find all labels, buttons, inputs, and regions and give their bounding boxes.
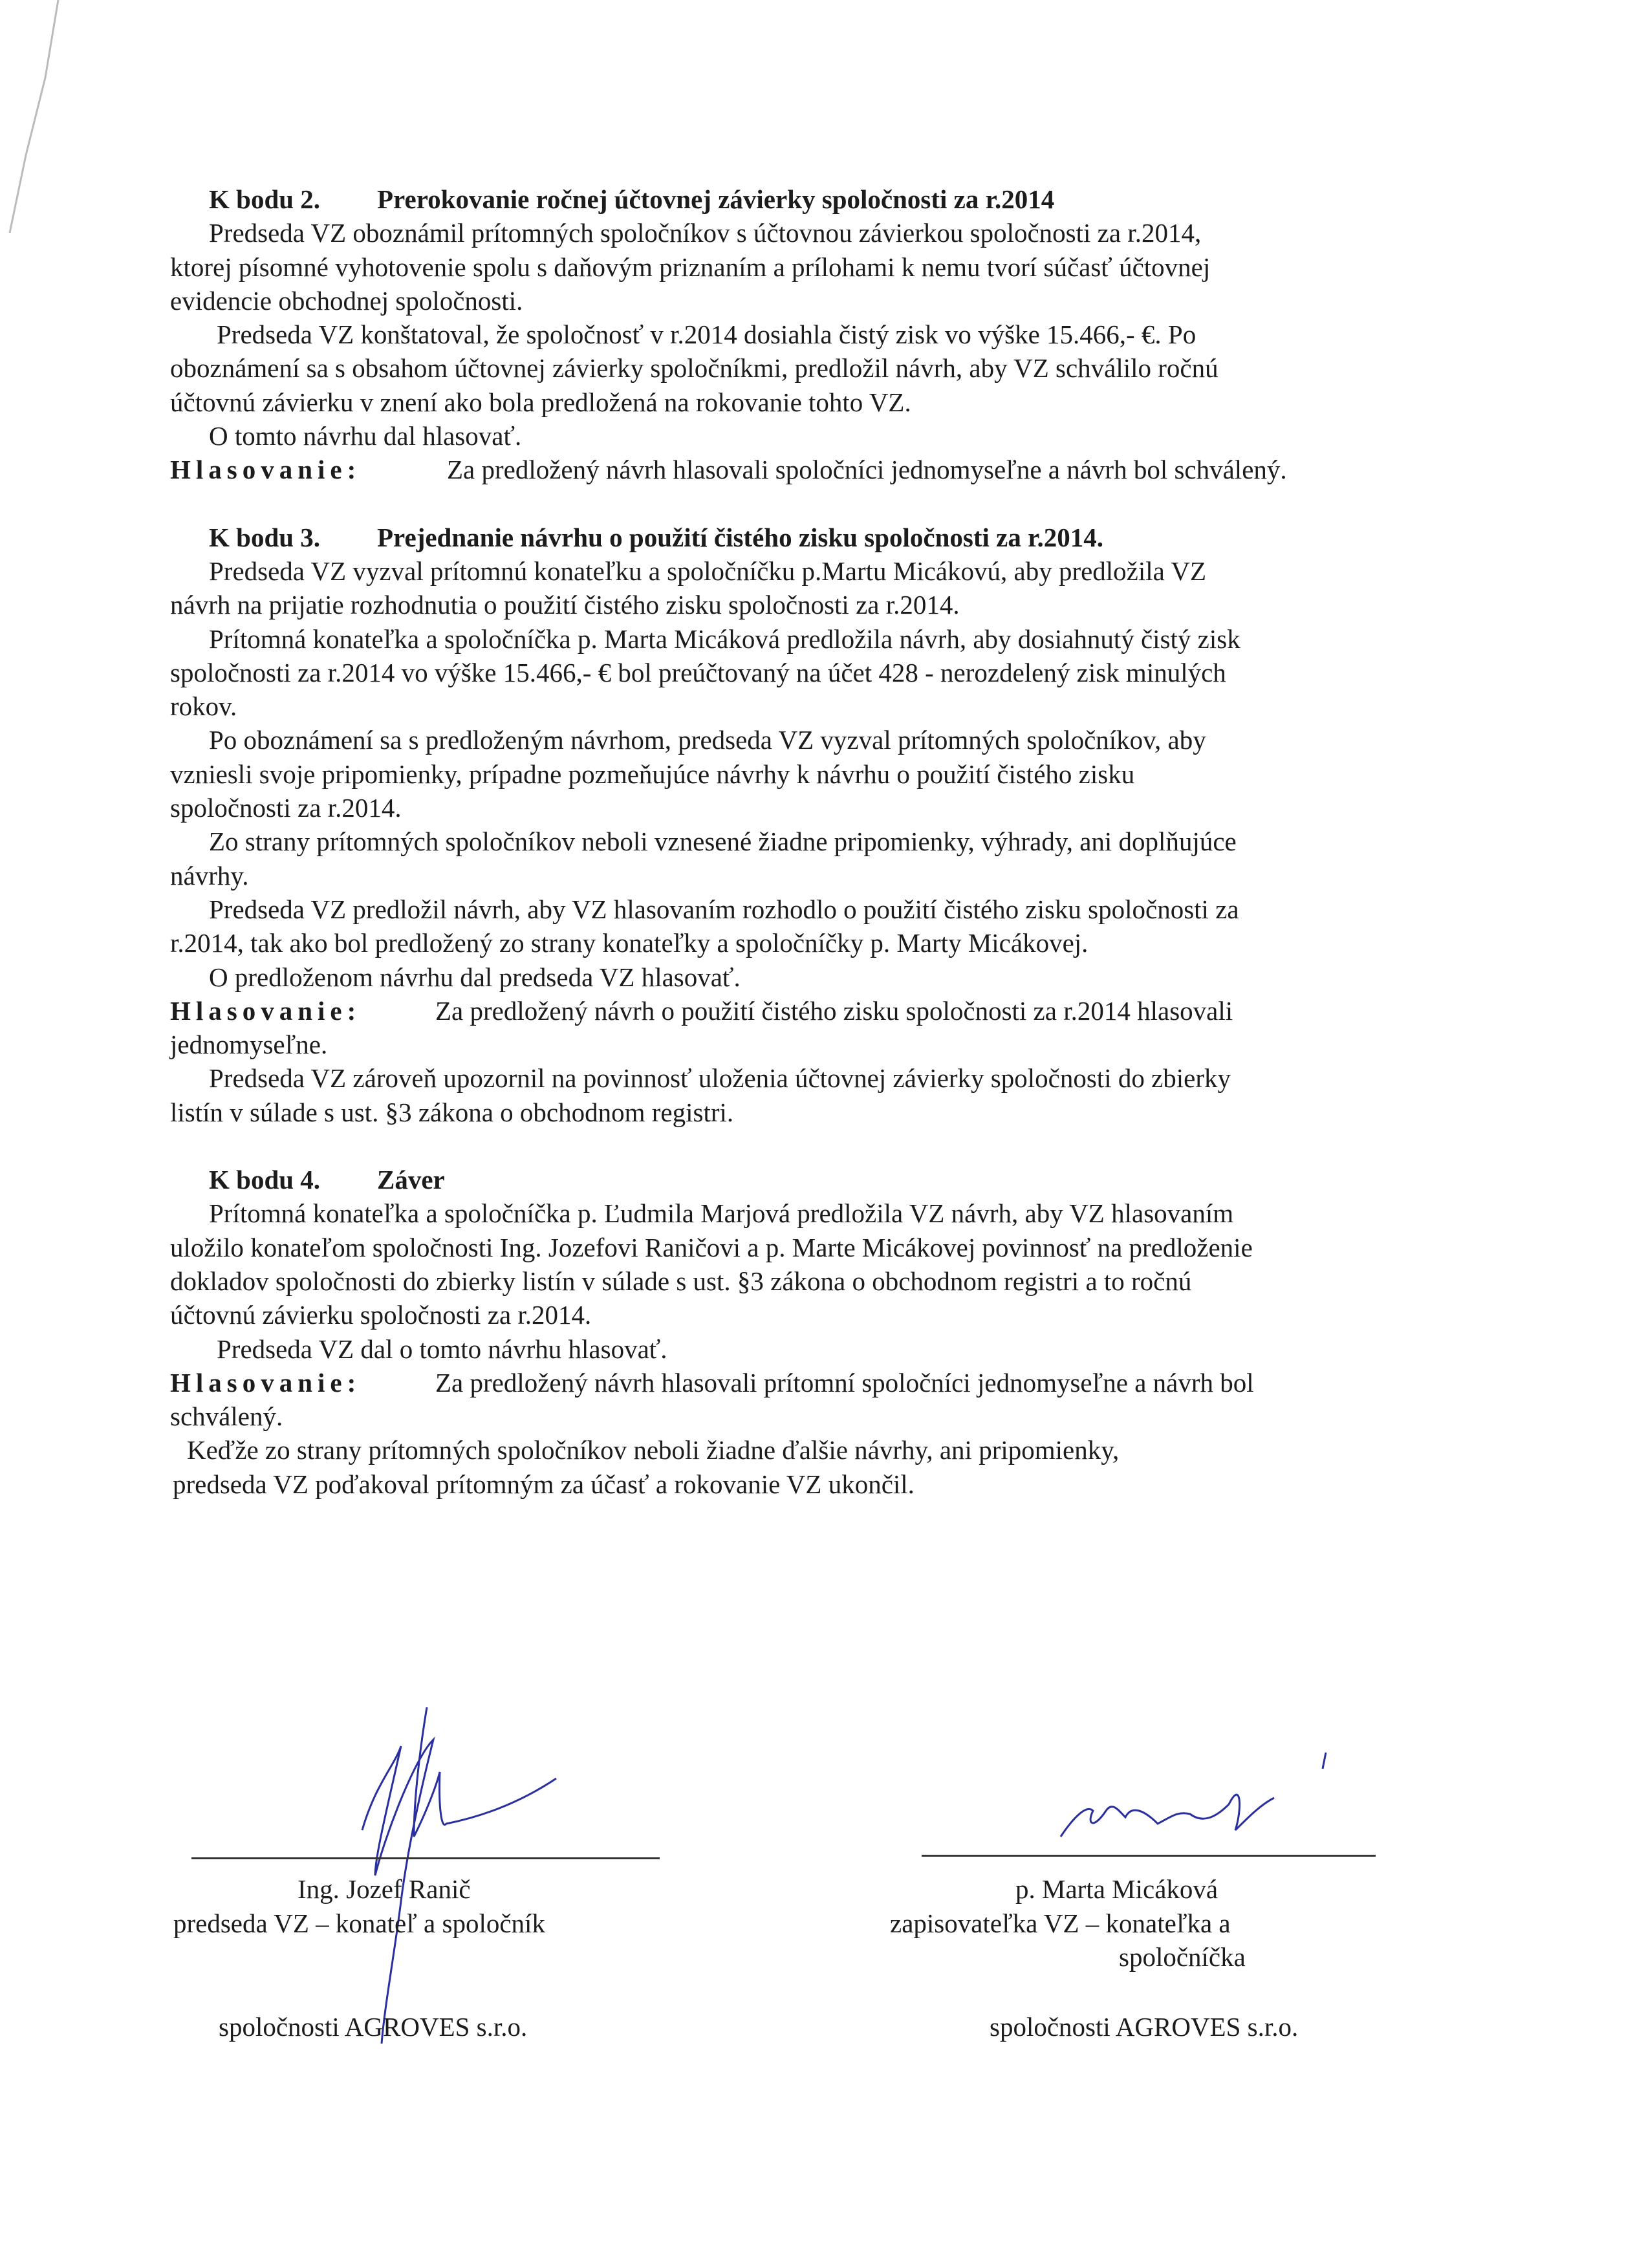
- section-3: [170, 521, 1386, 1129]
- section-heading: [170, 1163, 1386, 1196]
- text-line: návrhy.: [170, 860, 249, 891]
- signer-role-right-line1: zapisovateľka VZ – konateľka a: [890, 1908, 1231, 1938]
- text-line: vzniesli svoje pripomienky, prípadne pozmeňujúce návrhy k návrhu o použití čistého zisku: [170, 759, 1135, 789]
- vote-line: [170, 453, 1386, 486]
- text-line: Predseda VZ zároveň upozornil na povinnosť uloženia účtovnej závierky spoločnosti do zbierky: [209, 1063, 1231, 1094]
- text-line: Predseda VZ konštatoval, že spoločnosť v r.2014 dosiahla čistý zisk vo výške 15.466,- €. Po: [217, 319, 1196, 350]
- text-line: evidencie obchodnej spoločnosti.: [170, 285, 523, 316]
- vote-text: Za predložený návrh hlasovali spoločníci jednomyseľne a návrh bol schválený.: [447, 455, 1287, 485]
- text-line: predseda VZ poďakoval prítomným za účasť a rokovanie VZ ukončil.: [173, 1469, 915, 1499]
- signer-role-left: predseda VZ – konateľ a spoločník: [173, 1908, 545, 1938]
- vote-line: [170, 1366, 1386, 1399]
- section-number: K bodu 4.: [209, 1165, 321, 1195]
- text-line: schválený.: [170, 1401, 283, 1432]
- section-heading: [170, 521, 1386, 554]
- section-number: K bodu 3.: [209, 522, 321, 552]
- text-line: Predseda VZ vyzval prítomnú konateľku a spoločníčku p.Martu Micákovú, aby predložila VZ: [209, 556, 1207, 586]
- text-line: Prítomná konateľka a spoločníčka p. Marta Micáková predložila návrh, aby dosiahnutý čistý zisk: [209, 623, 1240, 654]
- section-4: [170, 1163, 1386, 1501]
- text-line: uložilo konateľom spoločnosti Ing. Jozefovi Raničovi a p. Marte Micákovej povinnosť na predloženie: [170, 1232, 1253, 1262]
- signature-micakova: [1048, 1740, 1358, 1856]
- text-line: Prítomná konateľka a spoločníčka p. Ľudmila Marjová predložila VZ návrh, aby VZ hlasovaním: [209, 1198, 1234, 1229]
- section-title: Prejednanie návrhu o použití čistého zisku spoločnosti za r.2014.: [377, 522, 1104, 552]
- text-line: dokladov spoločnosti do zbierky listín v súlade s ust. §3 zákona o obchodnom registri a to ročnú: [170, 1266, 1192, 1296]
- section-heading: [170, 182, 1386, 216]
- signer-company-left: spoločnosti AGROVES s.r.o.: [219, 2012, 528, 2042]
- text-line: O tomto návrhu dal hlasovať.: [209, 421, 522, 451]
- text-line: Predseda VZ oboznámil prítomných spoločníkov s účtovnou závierkou spoločnosti za r.2014,: [209, 218, 1202, 248]
- text-line: O predloženom návrhu dal predseda VZ hlasovať.: [209, 962, 741, 992]
- text-line: spoločnosti za r.2014 vo výške 15.466,- € bol preúčtovaný na účet 428 - nerozdelený zisk minulých: [170, 657, 1226, 687]
- signer-name-right: p. Marta Micáková: [1015, 1874, 1218, 1904]
- text-line: spoločnosti za r.2014.: [170, 793, 402, 823]
- scan-edge-mark: [0, 0, 78, 259]
- vote-label: Hlasovanie:: [170, 455, 362, 485]
- text-line: Po oboznámení sa s predloženým návrhom, predseda VZ vyzval prítomných spoločníkov, aby: [209, 725, 1206, 755]
- text-line: listín v súlade s ust. §3 zákona o obchodnom registri.: [170, 1097, 734, 1127]
- section-title: Prerokovanie ročnej účtovnej závierky spoločnosti za r.2014: [377, 184, 1055, 214]
- text-line: rokov.: [170, 691, 237, 722]
- vote-label: Hlasovanie:: [170, 995, 362, 1026]
- text-line: Keďže zo strany prítomných spoločníkov neboli žiadne ďalšie návrhy, ani pripomienky,: [187, 1435, 1120, 1465]
- text-line: jednomyseľne.: [170, 1030, 328, 1060]
- vote-line: [170, 994, 1386, 1028]
- section-number: K bodu 2.: [209, 184, 321, 214]
- signer-role-right-line2: spoločníčka: [1119, 1942, 1246, 1972]
- text-line: návrh na prijatie rozhodnutia o použití čistého zisku spoločnosti za r.2014.: [170, 590, 960, 620]
- signer-company-right: spoločnosti AGROVES s.r.o.: [990, 2012, 1299, 2042]
- signature-line-left: [191, 1857, 660, 1859]
- minutes-body: [170, 182, 1386, 1535]
- text-line: Zo strany prítomných spoločníkov neboli vznesené žiadne pripomienky, výhrady, ani doplňujúce: [209, 826, 1237, 857]
- text-line: Predseda VZ predložil návrh, aby VZ hlasovaním rozhodlo o použití čistého zisku spoločnosti za: [209, 894, 1239, 924]
- section-2: [170, 182, 1386, 487]
- signature-line-right: [922, 1855, 1376, 1857]
- text-line: Predseda VZ dal o tomto návrhu hlasovať.: [217, 1334, 667, 1364]
- text-line: oboznámení sa s obsahom účtovnej závierky spoločníkmi, predložil návrh, aby VZ schválilo ročnú: [170, 353, 1218, 383]
- vote-text: Za predložený návrh hlasovali prítomní spoločníci jednomyseľne a návrh bol: [435, 1367, 1254, 1398]
- vote-text: Za predložený návrh o použití čistého zisku spoločnosti za r.2014 hlasovali: [435, 995, 1233, 1026]
- text-line: účtovnú závierku spoločnosti za r.2014.: [170, 1300, 592, 1330]
- vote-label: Hlasovanie:: [170, 1367, 362, 1398]
- text-line: ktorej písomné vyhotovenie spolu s daňovým priznaním a prílohami k nemu tvorí súčasť účtovnej: [170, 252, 1211, 282]
- text-line: účtovnú závierku v znení ako bola predložená na rokovanie tohto VZ.: [170, 387, 911, 417]
- text-line: r.2014, tak ako bol predložený zo strany konateľky a spoločníčky p. Marty Micákovej.: [170, 928, 1088, 958]
- section-title: Záver: [377, 1165, 445, 1195]
- signer-name-left: Ing. Jozef Ranič: [298, 1874, 471, 1904]
